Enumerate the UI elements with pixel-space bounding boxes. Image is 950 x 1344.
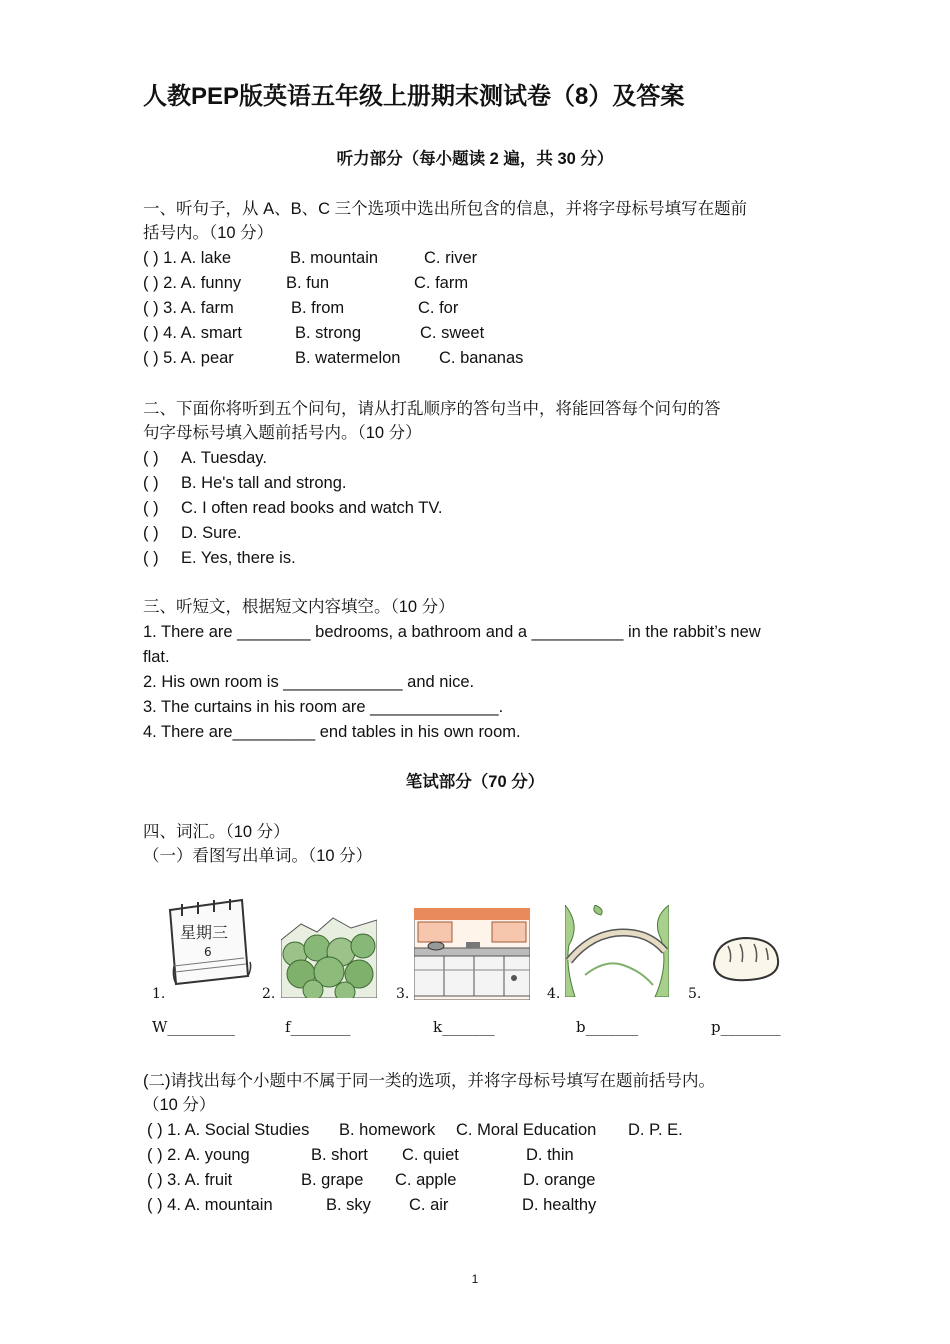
part1-item-a: ( ) 5. A. pear — [143, 349, 234, 367]
part1-item-a: ( ) 2. A. funny — [143, 274, 242, 292]
calendar-text-date: 6 — [204, 945, 212, 959]
part2-answer: E. Yes, there is. — [181, 549, 296, 567]
odd-item-b: B. grape — [301, 1171, 364, 1189]
part2-answer: D. Sure. — [181, 524, 242, 542]
odd-item-c: C. Moral Education — [456, 1121, 597, 1139]
part2-bracket: ( ) — [143, 499, 159, 517]
part2-bracket: ( ) — [143, 549, 159, 567]
odd-item-d: D. P. E. — [628, 1121, 683, 1139]
page-number: 1 — [471, 1272, 479, 1286]
part1-instruction-2: 括号内。（10 分） — [143, 224, 274, 242]
part4-sub1: （一）看图写出单词。（10 分） — [143, 847, 373, 865]
part2-bracket: ( ) — [143, 474, 159, 492]
odd-item-a: ( ) 3. A. fruit — [147, 1171, 233, 1189]
part1-item-a: ( ) 4. A. smart — [143, 324, 243, 342]
part1-instruction: 一、听句子，从 A、B、C 三个选项中选出所包含的信息，并将字母标号填写在题前 — [143, 200, 748, 218]
part1-item-c: C. sweet — [420, 324, 485, 342]
part2-instruction: 二、下面你将听到五个问句，请从打乱顺序的答句当中，将能回答每个问句的答 — [143, 400, 721, 418]
part2-answer: A. Tuesday. — [181, 449, 267, 467]
odd-item-b: B. short — [311, 1146, 368, 1164]
part2-answer: B. He's tall and strong. — [181, 474, 347, 492]
bread-icon — [710, 934, 782, 984]
part1-item-a: ( ) 1. A. lake — [143, 249, 232, 267]
part1-item-c: C. bananas — [439, 349, 524, 367]
calendar-icon — [164, 896, 256, 988]
picture-number: 5. — [688, 986, 702, 1002]
part1-item-b: B. watermelon — [295, 349, 401, 367]
picture-number: 4. — [547, 986, 561, 1002]
part2-answer: C. I often read books and watch TV. — [181, 499, 443, 517]
listening-header: 听力部分（每小题读 2 遍，共 30 分） — [336, 150, 614, 168]
odd-item-a: ( ) 4. A. mountain — [147, 1196, 273, 1214]
odd-item-c: C. apple — [395, 1171, 457, 1189]
kitchen-icon — [414, 908, 530, 1000]
odd-item-a: ( ) 1. A. Social Studies — [147, 1121, 310, 1139]
part4-sub2-2: （10 分） — [143, 1096, 216, 1114]
odd-item-d: D. orange — [523, 1171, 596, 1189]
word-blank: b_______ — [576, 1018, 639, 1036]
written-header: 笔试部分（70 分） — [405, 773, 545, 791]
part1-item-b: B. mountain — [290, 249, 379, 267]
word-blank: f________ — [285, 1018, 351, 1036]
part2-bracket: ( ) — [143, 449, 159, 467]
part4-sub2: (二)请找出每个小题中不属于同一类的选项，并将字母标号填写在题前括号内。 — [143, 1072, 715, 1090]
odd-item-c: C. quiet — [402, 1146, 459, 1164]
word-blank: p________ — [711, 1018, 781, 1036]
bridge-icon — [565, 905, 669, 997]
part3-line4: 4. There are_________ end tables in his own room. — [143, 723, 521, 741]
calendar-text-day: 星期三 — [180, 923, 229, 942]
part3-instruction: 三、听短文，根据短文内容填空。（10 分） — [143, 598, 455, 616]
odd-item-d: D. thin — [526, 1146, 574, 1164]
page-title: 人教PEP版英语五年级上册期末测试卷（8）及答案 — [143, 83, 685, 110]
part1-item-c: C. for — [418, 299, 459, 317]
part4-instruction: 四、词汇。（10 分） — [143, 823, 290, 841]
odd-item-d: D. healthy — [522, 1196, 597, 1214]
part3-line3: 3. The curtains in his room are ______________. — [143, 698, 504, 716]
part2-bracket: ( ) — [143, 524, 159, 542]
part1-item-c: C. farm — [414, 274, 469, 292]
odd-item-b: B. homework — [339, 1121, 436, 1139]
odd-item-b: B. sky — [326, 1196, 371, 1214]
part3-line2: 2. His own room is _____________ and nice. — [143, 673, 475, 691]
odd-item-a: ( ) 2. A. young — [147, 1146, 250, 1164]
part1-item-b: B. strong — [295, 324, 362, 342]
picture-number: 2. — [262, 986, 276, 1002]
odd-item-c: C. air — [409, 1196, 449, 1214]
part3-line1b: flat. — [143, 648, 170, 666]
forest-icon — [281, 910, 377, 998]
picture-number: 1. — [152, 986, 166, 1002]
word-blank: W_________ — [152, 1018, 235, 1036]
part1-item-b: B. from — [291, 299, 345, 317]
part1-item-b: B. fun — [286, 274, 330, 292]
word-blank: k_______ — [433, 1018, 495, 1036]
part1-item-a: ( ) 3. A. farm — [143, 299, 234, 317]
part1-item-c: C. river — [424, 249, 478, 267]
picture-number: 3. — [396, 986, 410, 1002]
part2-instruction-2: 句字母标号填入题前括号内。（10 分） — [143, 424, 422, 442]
part3-line1: 1. There are ________ bedrooms, a bathroom and a __________ in the rabbit’s new — [143, 623, 761, 641]
